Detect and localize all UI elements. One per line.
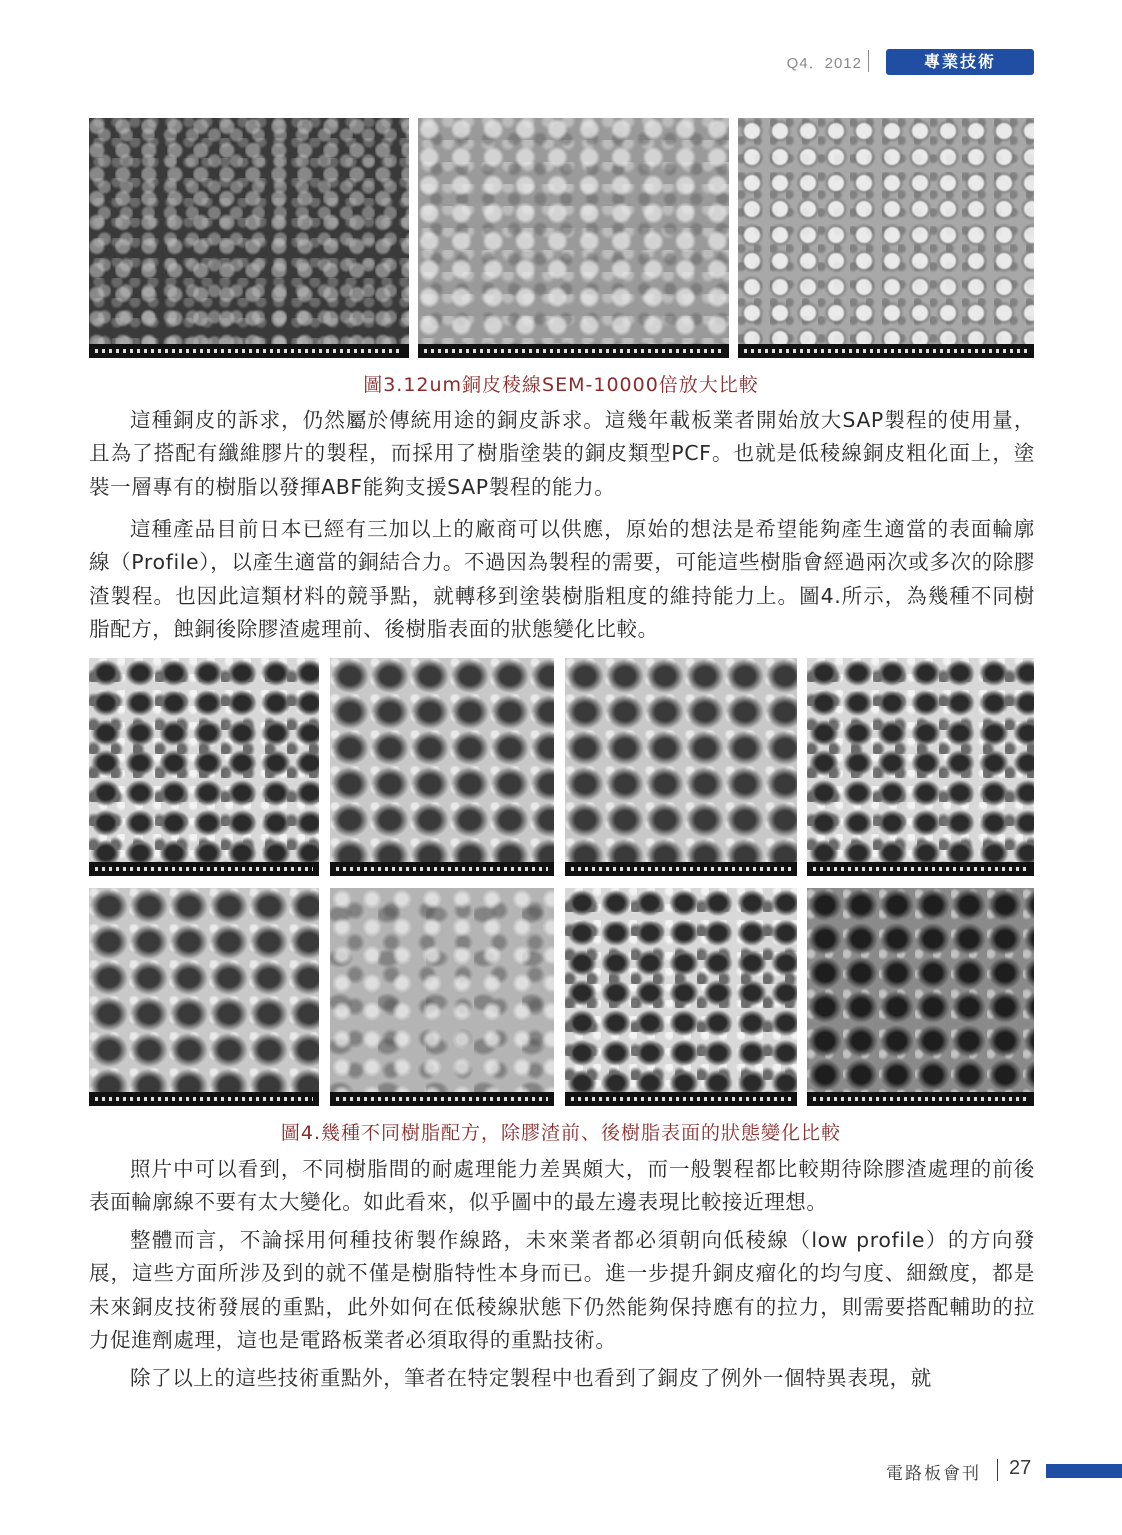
paragraph-4: 整體而言，不論採用何種技術製作線路，未來業者都必須朝向低稜線（low profile）的方向發展，這些方面所涉及到的就不僅是樹脂特性本身而已。進一步提升銅皮瘤化的均勻度、細緻度，都是未來銅皮技術發展的重點，此外如何在低稜線狀態下仍然能夠保持應有的拉力，則需要搭配輔助的拉力促進劑處理，這也是電路板業者必須取得的重點技術。 (89, 1228, 1035, 1353)
sem-image-fig3-1 (89, 118, 409, 358)
sem-scalebar (330, 1092, 554, 1106)
sem-image-fig4-bottom-4 (807, 888, 1034, 1106)
journal-title: 電路板會刊 (886, 1464, 981, 1484)
footer-divider (997, 1459, 998, 1481)
sem-image-fig3-2 (418, 118, 729, 358)
paragraph-1: 這種銅皮的訴求，仍然屬於傳統用途的銅皮訴求。這幾年載板業者開始放大SAP製程的使用量，且為了搭配有纖維膠片的製程，而採用了樹脂塗裝的銅皮類型PCF。也就是低稜線銅皮粗化面上，塗裝一層專有的樹脂以發揮ABF能夠支援SAP製程的能力。 (89, 408, 1035, 499)
sem-image-fig3-3 (738, 118, 1034, 358)
sem-image-fig4-bottom-2 (330, 888, 554, 1106)
paragraph-2: 這種產品目前日本已經有三加以上的廠商可以供應，原始的想法是希望能夠產生適當的表面輪廓線（Profile），以產生適當的銅結合力。不過因為製程的需要，可能這些樹脂會經過兩次或多次的除膠渣製程。也因此這類材料的競爭點，就轉移到塗裝樹脂粗度的維持能力上。圖4.所示，為幾種不同樹脂配方，蝕銅後除膠渣處理前、後樹脂表面的狀態變化比較。 (89, 517, 1035, 642)
sem-scalebar (330, 862, 554, 876)
sem-scalebar (807, 862, 1034, 876)
sem-scalebar (807, 1092, 1034, 1106)
sem-image-fig4-top-2 (330, 658, 554, 876)
figure3-caption: 圖3.12um銅皮稜線SEM-10000倍放大比較 (363, 374, 759, 396)
sem-scalebar (418, 344, 729, 358)
sem-scalebar (89, 862, 319, 876)
sem-scalebar (89, 344, 409, 358)
sem-scalebar (565, 1092, 797, 1106)
sem-image-fig4-top-1 (89, 658, 319, 876)
sem-scalebar (89, 1092, 319, 1106)
section-badge: 專業技術 (886, 49, 1034, 75)
paragraph-3: 照片中可以看到，不同樹脂間的耐處理能力差異頗大，而一般製程都比較期待除膠渣處理的前後表面輪廓線不要有太大變化。如此看來，似乎圖中的最左邊表現比較接近理想。 (89, 1157, 1035, 1215)
paragraph-5: 除了以上的這些技術重點外，筆者在特定製程中也看到了銅皮了例外一個特異表現，就 (130, 1366, 932, 1390)
page-number: 27 (1009, 1457, 1032, 1479)
issue-label: Q4．2012 (786, 55, 862, 72)
footer-accent-bar (1046, 1464, 1122, 1478)
header-divider (868, 50, 869, 72)
sem-image-fig4-bottom-1 (89, 888, 319, 1106)
sem-image-fig4-top-3 (565, 658, 797, 876)
sem-scalebar (738, 344, 1034, 358)
figure4-caption: 圖4.幾種不同樹脂配方，除膠渣前、後樹脂表面的狀態變化比較 (280, 1122, 842, 1144)
sem-image-fig4-bottom-3 (565, 888, 797, 1106)
sem-image-fig4-top-4 (807, 658, 1034, 876)
sem-scalebar (565, 862, 797, 876)
